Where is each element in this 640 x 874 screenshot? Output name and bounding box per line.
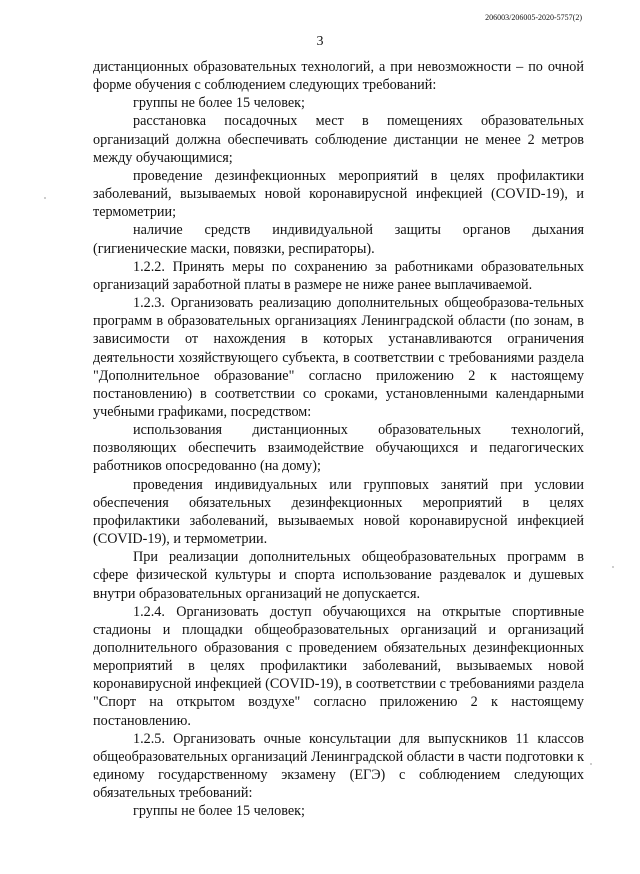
document-id: 206003/206005-2020-5757(2)	[485, 13, 582, 22]
paragraph: 1.2.4. Организовать доступ обучающихся на открытые спортивные стадионы и площадки общеобразовательных организаций и организаций дополнительного образования с проведением обязательных дезинфекционных мероприятий в целях профилактики заболеваний, вызываемых новой коронавирусной инфекцией (COVID-19), в соответствии с требованиями раздела "Спорт на открытом воздухе" согласно приложению 2 к настоящему постановлению.	[93, 603, 584, 729]
scan-speck	[44, 197, 46, 199]
paragraph: дистанционных образовательных технологий, а при невозможности – по очной форме обучения с соблюдением следующих требований:	[93, 59, 584, 94]
paragraph: расстановка посадочных мест в помещениях образовательных организаций должна обеспечивать соблюдение дистанции не менее 2 метров между обучающимися;	[93, 113, 584, 166]
paragraph: проведение дезинфекционных мероприятий в целях профилактики заболеваний, вызываемых новой коронавирусной инфекцией (COVID-19), и термометрии;	[93, 167, 584, 221]
scan-speck	[590, 763, 592, 765]
document-body	[93, 58, 584, 821]
paragraph: проведения индивидуальных или групповых занятий при условии обеспечения обязательных дезинфекционных мероприятий в целях профилактики заболеваний, вызываемых новой коронавирусной инфекцией (COVID-19), и термометрии.	[93, 476, 584, 548]
paragraph: 1.2.3. Организовать реализацию дополнительных общеобразова-тельных программ в образовательных организациях Ленинградской области (по зонам, в зависимости от нахождения в которых устанавливаются ограничения деятельности хозяйствующего субъекта, в соответствии с требованиями раздела "Дополнительное образование" согласно приложению 2 к настоящему постановлению) в соответствии со сроками, установленными календарными учебными графиками, посредством:	[93, 295, 584, 420]
scan-speck	[612, 566, 614, 568]
paragraph: группы не более 15 человек;	[133, 803, 305, 820]
paragraph: наличие средств индивидуальной защиты органов дыхания (гигиенические маски, повязки, респираторы).	[93, 222, 584, 257]
paragraph: 1.2.5. Организовать очные консультации для выпускников 11 классов общеобразовательных организаций Ленинградской области в части подготовки к единому государственному экзамену (ЕГЭ) с соблюдением следующих обязательных требований:	[93, 730, 584, 802]
paragraph: При реализации дополнительных общеобразовательных программ в сфере физической культуры и спорта использование раздевалок и душевых внутри образовательных организаций не допускается.	[93, 549, 584, 602]
paragraph: использования дистанционных образовательных технологий, позволяющих обеспечить взаимодействие обучающихся и педагогических работников опосредованно (на дому);	[93, 422, 584, 475]
paragraph: группы не более 15 человек;	[133, 95, 305, 112]
page-number: 3	[316, 34, 324, 49]
paragraph: 1.2.2. Принять меры по сохранению за работниками образовательных организаций заработной платы в размере не ниже ранее выплачиваемой.	[93, 258, 584, 293]
